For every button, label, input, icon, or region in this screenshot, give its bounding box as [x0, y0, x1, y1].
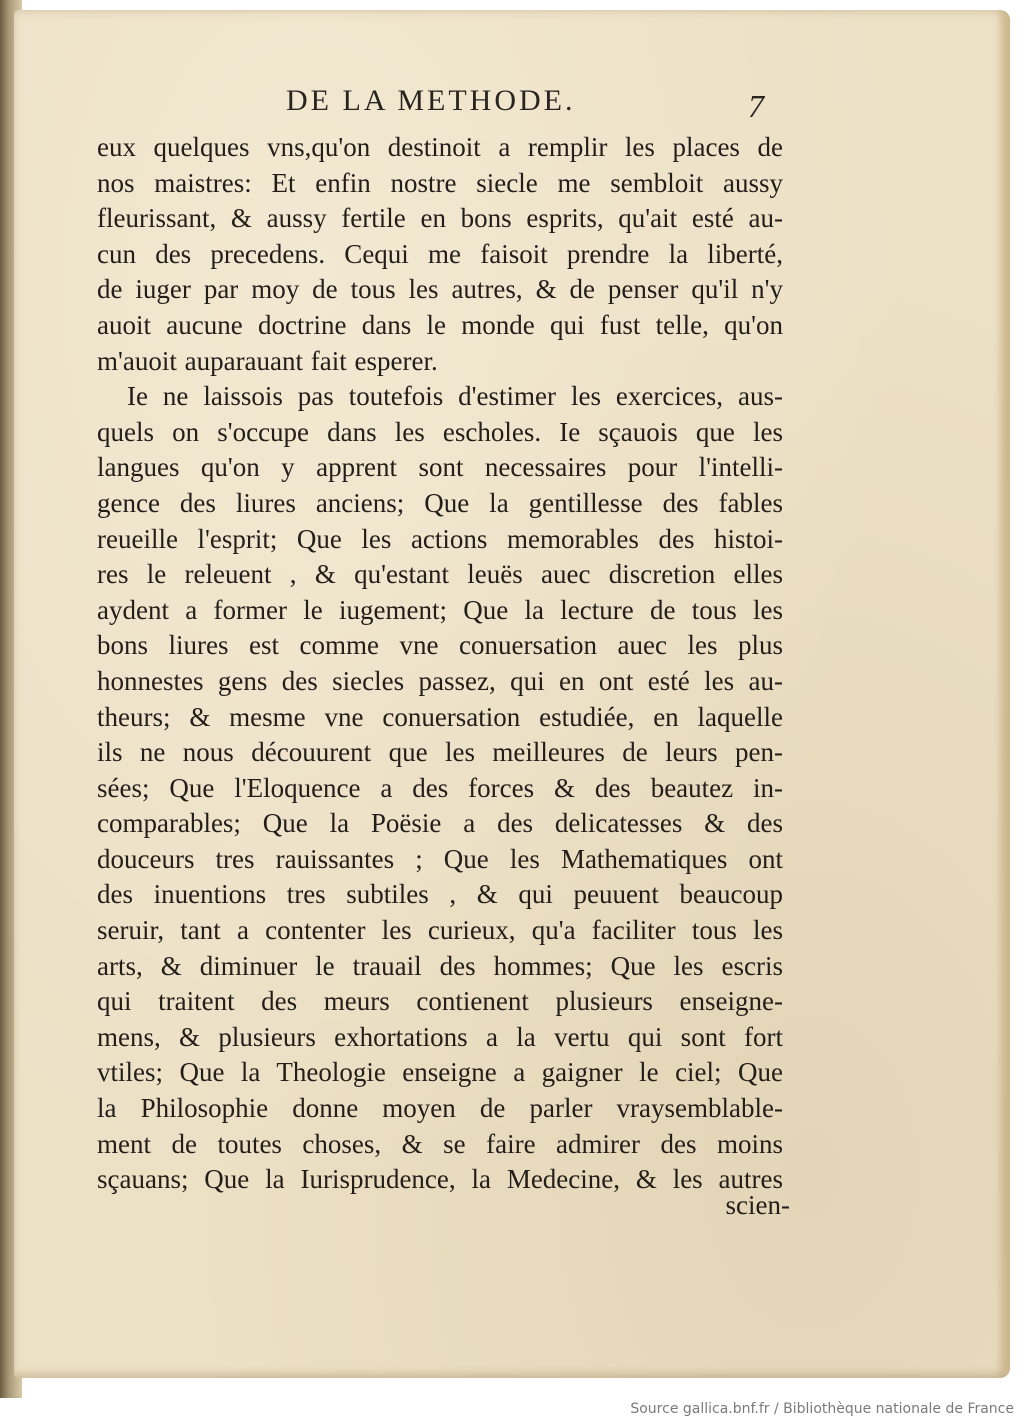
text-line: vtiles; Que la Theologie enseigne a gaigner le ciel; Que — [97, 1057, 783, 1088]
text-line: sçauans; Que la Iurisprudence, la Medecine, & les autres — [97, 1164, 783, 1195]
text-line: douceurs tres rauissantes ; Que les Mathematiques ont — [97, 843, 783, 874]
text-line: honnestes gens des siecles passez, qui en ont esté les au- — [97, 665, 783, 696]
text-line: gence des liures anciens; Que la gentillesse des fables — [97, 487, 783, 518]
text-line: nos maistres: Et enfin nostre siecle me sembloit aussy — [97, 167, 783, 198]
text-line: langues qu'on y apprent sont necessaires pour l'intelli- — [97, 452, 783, 483]
text-line: mens, & plusieurs exhortations a la vertu qui sont fort — [97, 1021, 783, 1052]
body-text — [97, 130, 783, 1198]
text-line: reueille l'esprit; Que les actions memorables des histoi- — [97, 523, 783, 554]
text-line: aydent a former le iugement; Que la lecture de tous les — [97, 594, 783, 625]
source-credit: Source gallica.bnf.fr / Bibliothèque nationale de France — [630, 1401, 1014, 1417]
text-line: quels on s'occupe dans les escholes. Ie sçauois que les — [97, 416, 783, 447]
text-line: qui traitent des meurs contienent plusieurs enseigne- — [97, 986, 783, 1017]
running-head: DE LA METHODE. — [286, 84, 576, 117]
page-number: 7 — [748, 88, 764, 124]
page-edge — [996, 10, 1010, 1378]
text-line: fleurissant, & aussy fertile en bons esprits, qu'ait esté au- — [97, 203, 783, 234]
text-line: cun des precedens. Cequi me faisoit prendre la liberté, — [97, 238, 783, 269]
text-line: seruir, tant a contenter les curieux, qu'a faciliter tous les — [97, 915, 783, 946]
text-line: des inuentions tres subtiles , & qui peuuent beaucoup — [97, 879, 783, 910]
text-line: la Philosophie donne moyen de parler vraysemblable- — [97, 1093, 783, 1124]
text-line: theurs; & mesme vne conuersation estudiée, en laquelle — [97, 701, 783, 732]
text-line: m'auoit auparauant fait esperer. — [97, 345, 438, 376]
text-line: sées; Que l'Eloquence a des forces & des beautez in- — [97, 772, 783, 803]
text-line: Ie ne laissois pas toutefois d'estimer les exercices, aus- — [127, 381, 783, 412]
text-line: arts, & diminuer le trauail des hommes; Que les escris — [97, 950, 783, 981]
catchword: scien- — [725, 1190, 790, 1220]
text-line: bons liures est comme vne conuersation auec les plus — [97, 630, 783, 661]
text-line: de iuger par moy de tous les autres, & de penser qu'il n'y — [97, 274, 783, 305]
text-line: res le releuent , & qu'estant leuës auec discretion elles — [97, 559, 783, 590]
text-line: auoit aucune doctrine dans le monde qui fust telle, qu'on — [97, 309, 783, 340]
text-line: eux quelques vns,qu'on destinoit a remplir les places de — [97, 132, 783, 162]
text-line: ment de toutes choses, & se faire admirer des moins — [97, 1128, 783, 1159]
text-line: ils ne nous découurent que les meilleures de leurs pen- — [97, 737, 783, 768]
text-line: comparables; Que la Poësie a des delicatesses & des — [97, 808, 783, 839]
